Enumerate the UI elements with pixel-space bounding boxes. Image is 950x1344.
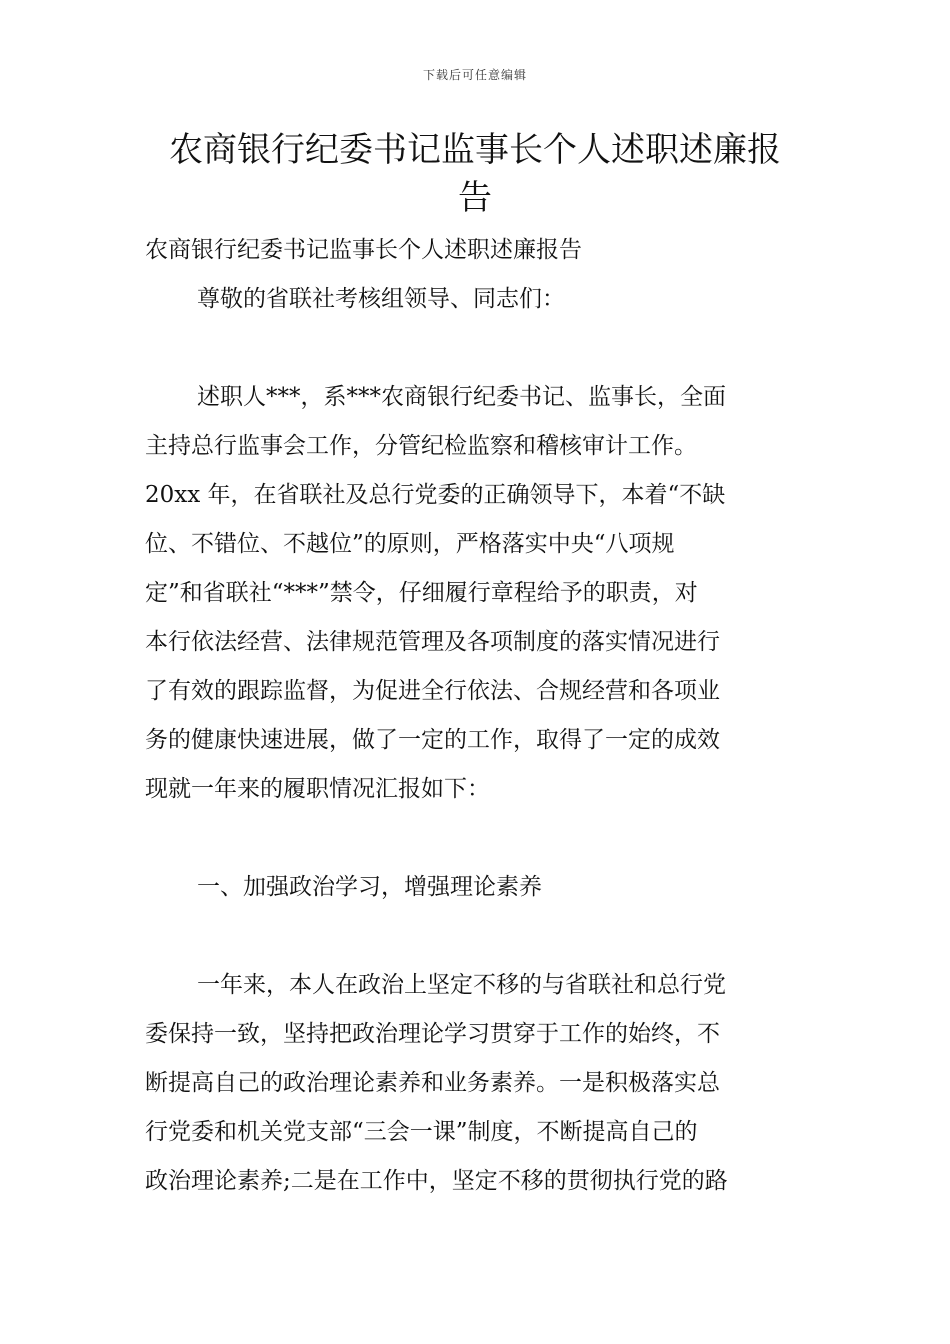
- paragraph-line: 一年来，本人在政治上坚定不移的与省联社和总行党: [197, 972, 726, 998]
- spacer: [145, 912, 810, 961]
- document-title: [145, 126, 805, 222]
- paragraph-line: 本行依法经营、法律规范管理及各项制度的落实情况进行: [145, 629, 720, 655]
- paragraph-line: 断提高自己的政治理论素养和业务素养。一是积极落实总: [145, 1070, 720, 1096]
- paragraph-line: 现就一年来的履职情况汇报如下：: [145, 776, 490, 802]
- paragraph-line: 务的健康快速进展，做了一定的工作，取得了一定的成效: [145, 727, 720, 753]
- paragraph-2: [145, 961, 810, 1206]
- spacer: [145, 814, 810, 863]
- paragraph-line: 述职人***，系***农商银行纪委书记、监事长，全面: [197, 384, 726, 410]
- spacer: [145, 324, 810, 373]
- subtitle: 农商银行纪委书记监事长个人述职述廉报告: [145, 237, 582, 263]
- paragraph-line: 行党委和机关党支部“三会一课”制度，不断提高自己的: [145, 1119, 698, 1145]
- header-note: 下载后可任意编辑: [422, 68, 527, 82]
- paragraph-line: 定”和省联社“***”禁令，仔细履行章程给予的职责，对: [145, 580, 698, 606]
- paragraph-1: [145, 373, 810, 814]
- paragraph-line: 20xx 年，在省联社及总行党委的正确领导下，本着“不缺: [145, 482, 726, 508]
- title-line-2: 告: [458, 178, 492, 218]
- title-line-1: 农商银行纪委书记监事长个人述职述廉报: [169, 130, 781, 170]
- document-body: [145, 226, 810, 1206]
- paragraph-line: 位、不错位、不越位”的原则，严格落实中央“八项规: [145, 531, 675, 557]
- section-heading: 一、加强政治学习，增强理论素养: [197, 874, 542, 900]
- paragraph-line: 了有效的跟踪监督，为促进全行依法、合规经营和各项业: [145, 678, 720, 704]
- paragraph-line: 委保持一致，坚持把政治理论学习贯穿于工作的始终，不: [145, 1021, 720, 1047]
- paragraph-line: 政治理论素养;二是在工作中，坚定不移的贯彻执行党的路: [145, 1168, 728, 1194]
- salutation: 尊敬的省联社考核组领导、同志们：: [197, 286, 565, 312]
- paragraph-line: 主持总行监事会工作，分管纪检监察和稽核审计工作。: [145, 433, 697, 459]
